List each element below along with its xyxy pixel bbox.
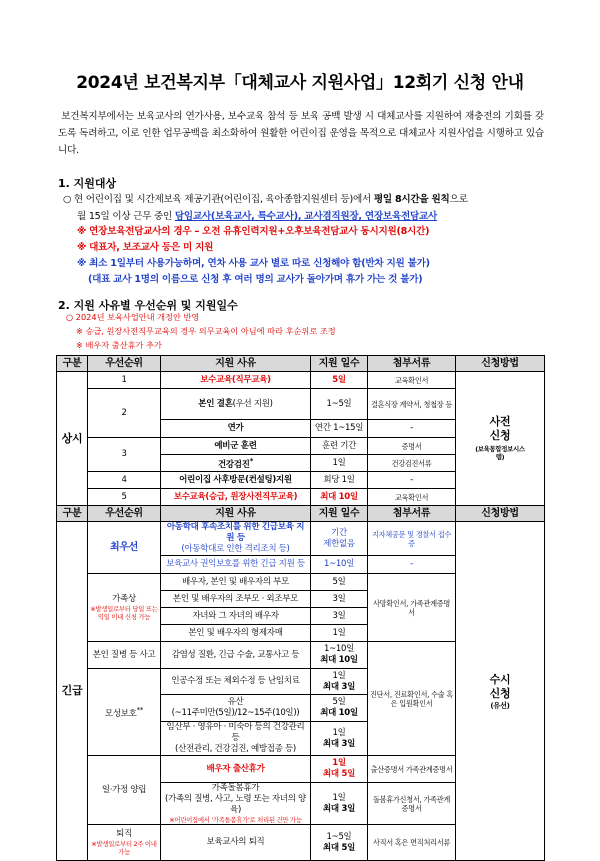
reason-cell: 유산 (~11주미만(5일)/12~15주(10일)) — [161, 695, 311, 722]
reason-cell: 배우자 출산휴가 — [161, 756, 311, 783]
docs-cell: 결혼식장 계약서, 청첩장 등 — [368, 389, 456, 420]
docs-cell: 진단서, 진료확인서, 수술 혹은 입원확인서 — [368, 642, 456, 756]
category-urgent: 긴급 — [57, 522, 88, 861]
days-cell: 3일 — [311, 591, 368, 608]
days-cell: 1일 최대 3일 — [311, 783, 368, 825]
days-cell: 1일 최대 3일 — [311, 722, 368, 756]
docs-cell: 지자체공문 및 경찰서 접수증 — [368, 522, 456, 556]
days-cell: 연간 1~15일 — [311, 420, 368, 438]
days-cell: 훈련 기간 — [311, 438, 368, 455]
days-cell: 1~5일 최대 5일 — [311, 825, 368, 861]
days-cell: 1~10일 — [311, 556, 368, 574]
reason-cell: 아동학대 후속조치를 위한 긴급보육 지원 등 (아동학대로 인한 격리조치 등) — [161, 522, 311, 556]
days-cell: 1일 — [311, 455, 368, 472]
priority-cell: 1 — [88, 372, 161, 389]
target-line-1: ○ 현 어린이집 및 시간제보육 제공기관(어린이집, 육아종합지원센터 등)에서 평일 8시간을 원칙으로 — [63, 194, 468, 205]
priority-cell: 4 — [88, 472, 161, 489]
reason-cell: 인공수정 또는 체외수정 등 난임치료 — [161, 669, 311, 695]
docs-cell: - — [368, 556, 456, 574]
method-advance: 사전 신청 (보육통합정보시스템) — [456, 372, 545, 506]
intro-paragraph: 보건복지부에서는 보육교사의 연가사용, 보수교육 참석 등 보육 공백 발생 시 대체교사를 지원하여 재충전의 기회를 갖도록 독려하고, 이로 인한 업무공백을 최소화하여 원활한 어린이집 운영을 목적으로 대체교사 지원사업을 시행하고 있습니다. — [58, 111, 544, 156]
note-single-name: (대표 교사 1명의 이름으로 신청 후 여러 명의 교사가 돌아가며 휴가 가는 것 불가) — [88, 274, 423, 285]
header-reason: 지원 사유 — [161, 356, 311, 372]
days-cell: 1일 최대 3일 — [311, 669, 368, 695]
docs-cell: 사직서 혹은 면직처리서류 — [368, 825, 456, 861]
reason-cell: 가족돌봄휴가 (가족의 질병, 사고, 노령 또는 자녀의 양육) ※어린이집에서 '가족돌봄휴가'로 처리된 건만 가능 — [161, 783, 311, 825]
note-minimum: ※ 최소 1일부터 사용가능하며, 연차 사용 교사 별로 따로 신청해야 함(반차 지원 불가) — [77, 258, 430, 269]
page-title: 2024년 보건복지부「대체교사 지원사업」12회기 신청 안내 — [76, 73, 524, 93]
table-row — [57, 522, 545, 556]
priority-cell: 5 — [88, 489, 161, 506]
docs-cell: 출산증명서 가족관계증명서 — [368, 756, 456, 783]
docs-cell: 증명서 — [368, 438, 456, 455]
reason-cell: 보수교육(직무교육) — [161, 372, 311, 389]
days-cell: 1~5일 — [311, 389, 368, 420]
header-docs: 첨부서류 — [368, 506, 456, 522]
section-1-heading: 1. 지원대상 — [58, 177, 117, 190]
reason-cell: 배우자, 본인 및 배우자의 부모 — [161, 574, 311, 591]
note-excluded: ※ 대표자, 보조교사 등은 미 지원 — [77, 242, 214, 253]
docs-cell: 사망확인서, 가족관계증명서 — [368, 574, 456, 642]
header-category: 구분 — [57, 356, 88, 372]
days-cell: 회당 1일 — [311, 472, 368, 489]
method-anytime: 수시 신청 (유선) — [456, 522, 545, 861]
docs-cell: 건강검진서류 — [368, 455, 456, 472]
reason-cell: 보육교사 권익보호를 위한 긴급 지원 등 — [161, 556, 311, 574]
days-cell: 5일 — [311, 574, 368, 591]
days-cell: 5일 — [311, 372, 368, 389]
section-2-heading: 2. 지원 사유별 우선순위 및 지원일수 — [58, 299, 238, 312]
reason-cell: 자녀와 그 자녀의 배우자 — [161, 608, 311, 625]
table-header-row — [57, 506, 545, 522]
priority-cell: 3 — [88, 438, 161, 472]
note-extended: ※ 연장보육전담교사의 경우 – 오전 유휴인력지원+오후보육전담교사 동시지원(8시간) — [77, 226, 430, 237]
reason-cell: 보수교육(승급, 원장사전직무교육) — [161, 489, 311, 506]
table-row — [57, 372, 545, 389]
reason-cell: 건강검진* — [161, 455, 311, 472]
priority-cell: 일·가정 양립 — [88, 756, 161, 825]
spouse-note: ※ 배우자 출산휴가 추가 — [76, 340, 162, 350]
priority-cell: 모성보호** — [88, 669, 161, 756]
priority-cell: 가족상 ※발생일로부터 당일 또는 익일 이내 신청 가능 — [88, 574, 161, 642]
reason-cell: 임산부 · 영유아 · 미숙아 등의 건강관리 등 (산전관리, 건강검진, 예방접종 등) — [161, 722, 311, 756]
priority-cell: 본인 질병 등 사고 — [88, 642, 161, 669]
promotion-note: ※ 승급, 원장사전직무교육의 경우 의무교육이 아님에 따라 후순위로 조정 — [76, 326, 336, 336]
days-cell: 1~10일 최대 10일 — [311, 642, 368, 669]
days-cell: 최대 10일 — [311, 489, 368, 506]
reason-cell: 어린이집 사후방문(컨설팅)지원 — [161, 472, 311, 489]
docs-cell: 돌봄휴가신청서, 가족관계증명서 — [368, 783, 456, 825]
reason-cell: 본인 및 배우자의 형제자매 — [161, 625, 311, 642]
docs-cell: - — [368, 472, 456, 489]
priority-cell: 최우선 — [88, 522, 161, 574]
header-method: 신청방법 — [456, 506, 545, 522]
days-cell: 1일 최대 5일 — [311, 756, 368, 783]
reason-cell: 연가 — [161, 420, 311, 438]
header-days: 지원 일수 — [311, 506, 368, 522]
priority-cell: 퇴직 ※발생일로부터 2주 이내 가능 — [88, 825, 161, 861]
support-table — [56, 355, 545, 861]
priority-cell: 2 — [88, 389, 161, 438]
header-priority: 우선순위 — [88, 356, 161, 372]
reason-cell: 감염성 질환, 긴급 수술, 교통사고 등 — [161, 642, 311, 669]
header-priority: 우선순위 — [88, 506, 161, 522]
reason-cell: 예비군 훈련 — [161, 438, 311, 455]
reason-cell: 본인 및 배우자의 조부모 · 외조부모 — [161, 591, 311, 608]
revision-note: ○ 2024년 보육사업안내 개정안 반영 — [66, 312, 200, 322]
header-method: 신청방법 — [456, 356, 545, 372]
docs-cell: - — [368, 420, 456, 438]
days-cell: 3일 — [311, 608, 368, 625]
docs-cell: 교육확인서 — [368, 489, 456, 506]
header-reason: 지원 사유 — [161, 506, 311, 522]
reason-cell: 본인 결혼(우선 지원) — [161, 389, 311, 420]
days-cell: 기간 제한없음 — [311, 522, 368, 556]
table-header-row — [57, 356, 545, 372]
days-cell: 1일 — [311, 625, 368, 642]
days-cell: 5일 최대 10일 — [311, 695, 368, 722]
docs-cell: 교육확인서 — [368, 372, 456, 389]
reason-cell: 보육교사의 퇴직 — [161, 825, 311, 861]
header-days: 지원 일수 — [311, 356, 368, 372]
header-docs: 첨부서류 — [368, 356, 456, 372]
header-category: 구분 — [57, 506, 88, 522]
target-line-2: 월 15일 이상 근무 중인 담임교사(보육교사, 특수교사), 교사겸직원장, 연장보육전담교사 — [77, 211, 438, 222]
category-regular: 상시 — [57, 372, 88, 506]
